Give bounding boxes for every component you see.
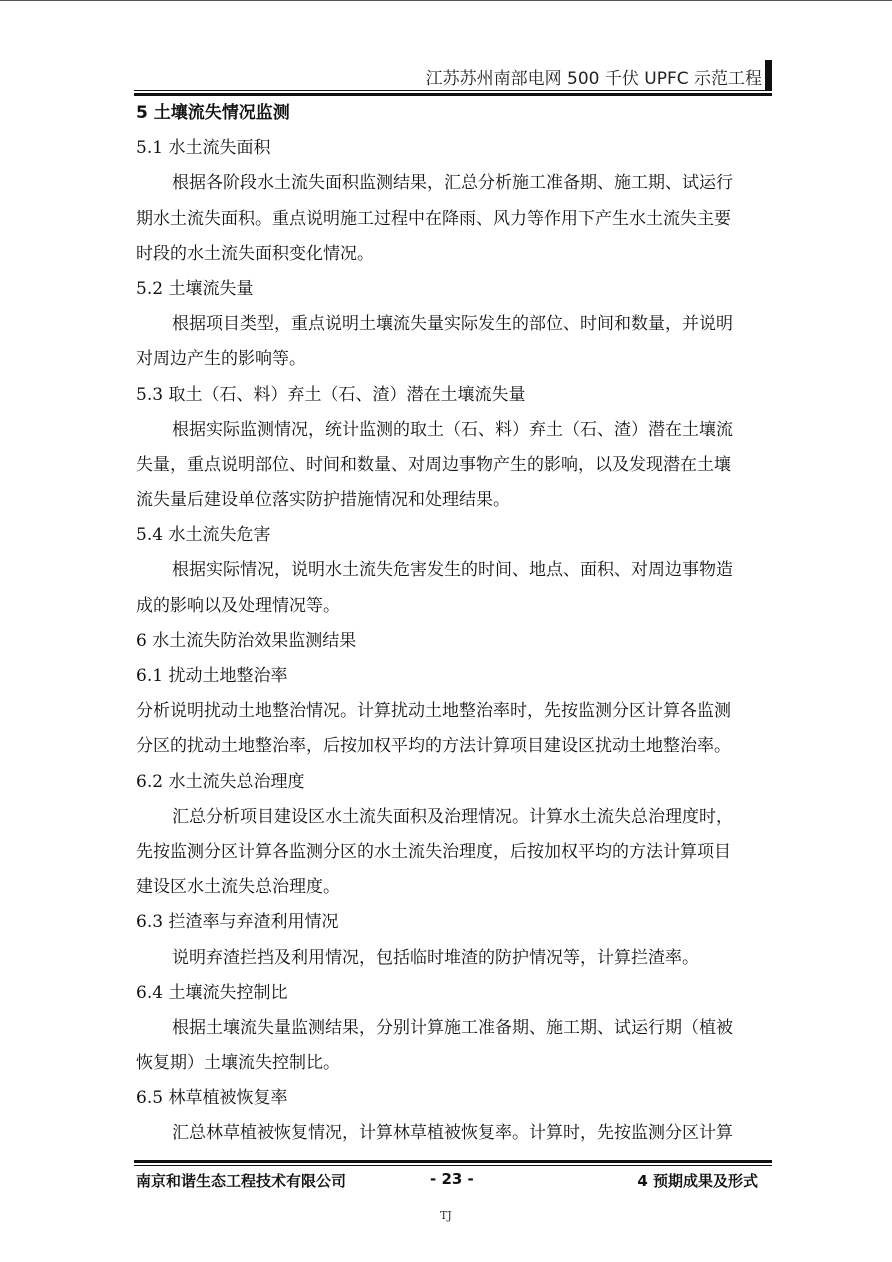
section-heading: 5.3 取土（石、料）弃土（石、渣）潜在土壤流失量 — [136, 384, 526, 405]
paragraph-line: 汇总分析项目建设区水土流失面积及治理情况。计算水土流失总治理度时， — [172, 806, 733, 827]
paragraph-line: 汇总林草植被恢复情况，计算林草植被恢复率。计算时，先按监测分区计算 — [172, 1123, 733, 1144]
paragraph-line: 先按监测分区计算各监测分区的水土流失治理度，后按加权平均的方法计算项目 — [136, 841, 731, 862]
paragraph-line: 成的影响以及处理情况等。 — [136, 595, 340, 616]
footer-section-title: 4 预期成果及形式 — [637, 1172, 758, 1190]
section-heading: 6.4 土壤流失控制比 — [136, 982, 288, 1003]
section-heading: 5.2 土壤流失量 — [136, 278, 254, 299]
footer-page-number: - 23 - — [430, 1170, 474, 1188]
paragraph-line: 根据实际情况，说明水土流失危害发生的时间、地点、面积、对周边事物造 — [172, 560, 733, 581]
section-heading: 5 土壤流失情况监测 — [136, 103, 290, 123]
section-heading: 6 水土流失防治效果监测结果 — [136, 630, 357, 651]
footer-rule-thin — [134, 1165, 772, 1166]
paragraph-line: 失量，重点说明部位、时间和数量、对周边事物产生的影响，以及发现潜在土壤 — [136, 454, 731, 475]
section-heading: 6.1 扰动土地整治率 — [136, 666, 288, 686]
paragraph-line: 分区的扰动土地整治率，后按加权平均的方法计算项目建设区扰动土地整治率。 — [136, 736, 731, 757]
page-marker: TJ — [440, 1209, 452, 1222]
paragraph-line: 对周边产生的影响等。 — [136, 349, 306, 370]
section-heading: 5.1 水土流失面积 — [136, 138, 271, 159]
footer-rule-thick — [134, 1160, 772, 1163]
footer-company: 南京和谐生态工程技术有限公司 — [136, 1172, 347, 1190]
paragraph-line: 根据项目类型，重点说明土壤流失量实际发生的部位、时间和数量，并说明 — [172, 314, 733, 335]
header-rule-thin — [134, 90, 772, 91]
header-accent-bar — [765, 60, 772, 90]
paragraph-line: 根据土壤流失量监测结果，分别计算施工准备期、施工期、试运行期（植被 — [172, 1017, 733, 1038]
section-heading: 6.5 林草植被恢复率 — [136, 1088, 288, 1109]
paragraph-line: 建设区水土流失总治理度。 — [136, 877, 340, 898]
paragraph-line: 期水土流失面积。重点说明施工过程中在降雨、风力等作用下产生水土流失主要 — [136, 208, 731, 229]
paragraph-line: 时段的水土流失面积变化情况。 — [136, 243, 374, 264]
section-heading: 6.3 拦渣率与弃渣利用情况 — [136, 912, 339, 933]
paragraph-line: 恢复期）土壤流失控制比。 — [136, 1053, 340, 1074]
paragraph-line: 说明弃渣拦挡及利用情况，包括临时堆渣的防护情况等，计算拦渣率。 — [172, 947, 699, 968]
document-body — [136, 96, 762, 1152]
section-heading: 6.2 水土流失总治理度 — [136, 771, 305, 792]
paragraph-line: 根据实际监测情况，统计监测的取土（石、料）弃土（石、渣）潜在土壤流 — [172, 419, 733, 440]
paragraph-line: 根据各阶段水土流失面积监测结果，汇总分析施工准备期、施工期、试运行 — [172, 173, 733, 194]
top-border-line — [0, 0, 892, 1]
paragraph-line: 流失量后建设单位落实防护措施情况和处理结果。 — [136, 490, 510, 511]
paragraph-line: 分析说明扰动土地整治情况。计算扰动土地整治率时，先按监测分区计算各监测 — [136, 701, 731, 722]
header-title: 江苏苏州南部电网 500 千伏 UPFC 示范工程 — [425, 69, 762, 89]
section-heading: 5.4 水土流失危害 — [136, 525, 271, 546]
